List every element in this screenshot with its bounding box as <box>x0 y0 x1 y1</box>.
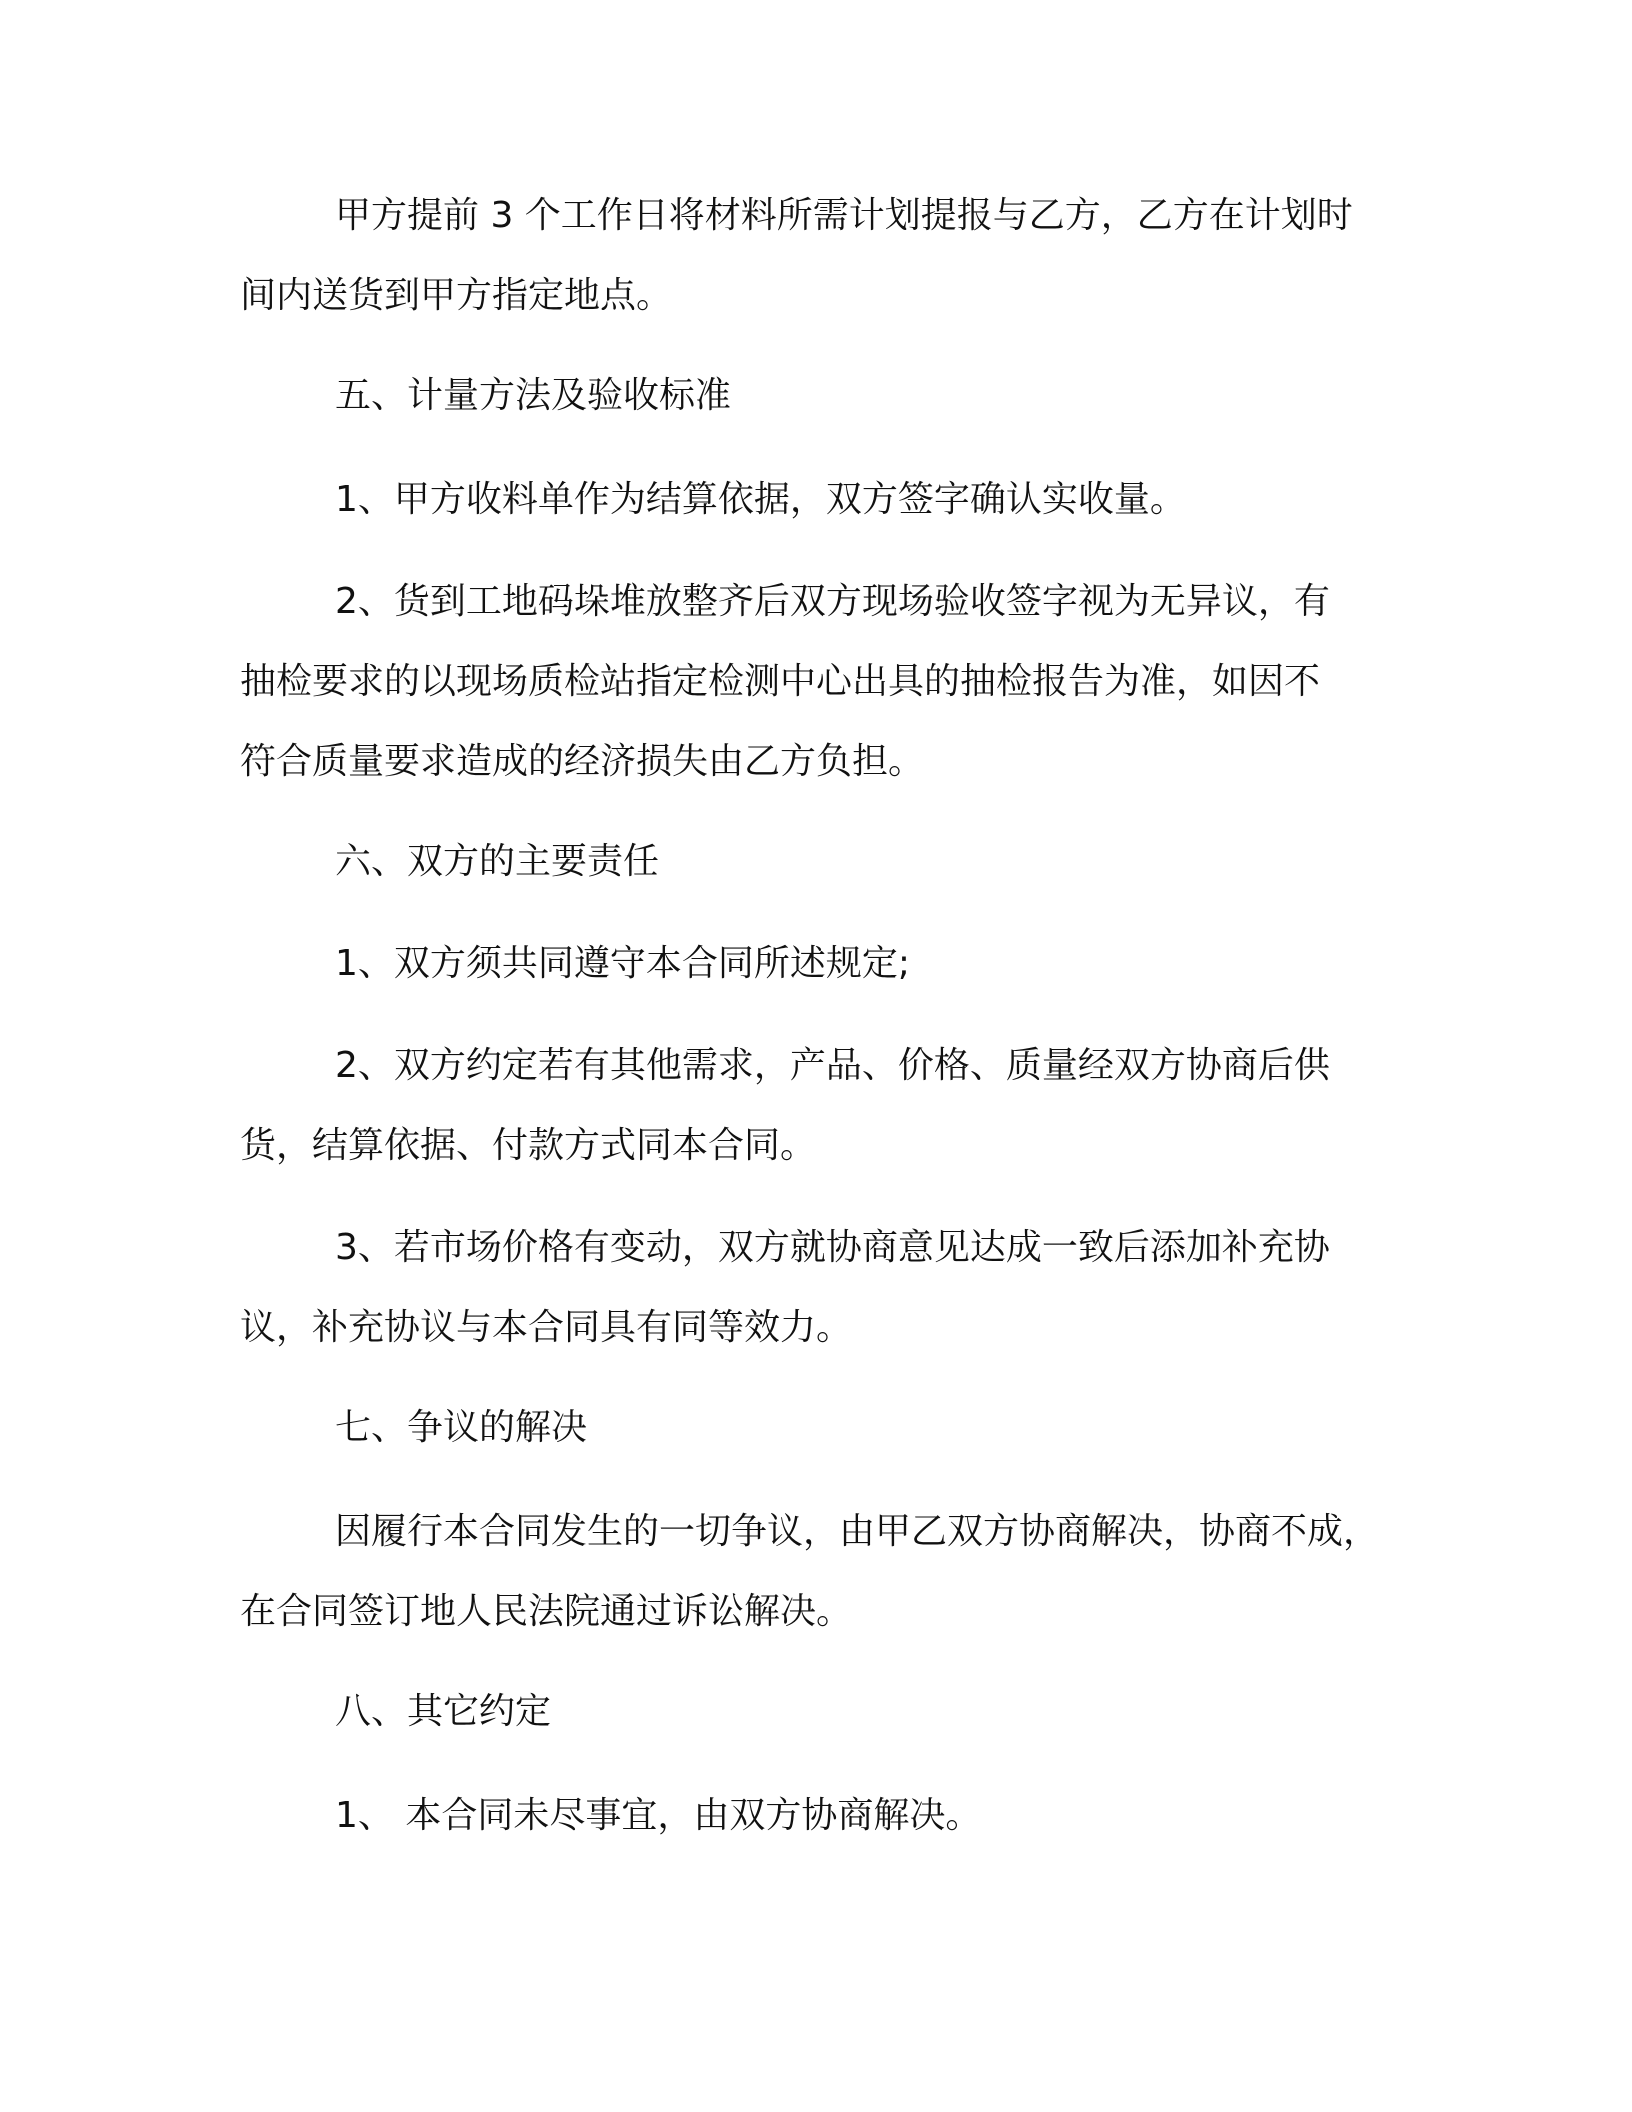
clause-6-2-line-1: 2、双方约定若有其他需求，产品、价格、质量经双方协商后供 <box>335 1045 1330 1086</box>
section-heading-8: 八、其它约定 <box>335 1691 552 1732</box>
clause-5-2-line-3: 符合质量要求造成的经济损失由乙方负担。 <box>240 741 925 782</box>
paragraph-dispute-line-2: 在合同签订地人民法院通过诉讼解决。 <box>240 1591 853 1632</box>
clause-5-1: 1、甲方收料单作为结算依据，双方签字确认实收量。 <box>335 479 1186 520</box>
paragraph-dispute-line-1: 因履行本合同发生的一切争议，由甲乙双方协商解决，协商不成， <box>335 1511 1380 1552</box>
clause-5-2-line-2: 抽检要求的以现场质检站指定检测中心出具的抽检报告为准，如因不 <box>240 661 1321 702</box>
clause-8-1: 1、 本合同未尽事宜，由双方协商解决。 <box>335 1795 982 1836</box>
clause-6-3-line-2: 议，补充协议与本合同具有同等效力。 <box>240 1307 853 1348</box>
section-heading-6: 六、双方的主要责任 <box>335 841 660 882</box>
clause-6-2-line-2: 货，结算依据、付款方式同本合同。 <box>240 1125 817 1166</box>
clause-6-1: 1、双方须共同遵守本合同所述规定; <box>335 943 911 984</box>
section-heading-5: 五、计量方法及验收标准 <box>335 375 732 416</box>
clause-6-3-line-1: 3、若市场价格有变动，双方就协商意见达成一致后添加补充协 <box>335 1227 1330 1268</box>
paragraph-delivery-line-1: 甲方提前 3 个工作日将材料所需计划提报与乙方，乙方在计划时 <box>335 195 1353 236</box>
paragraph-delivery-line-2: 间内送货到甲方指定地点。 <box>240 275 673 316</box>
clause-5-2-line-1: 2、货到工地码垛堆放整齐后双方现场验收签字视为无异议，有 <box>335 581 1330 622</box>
section-heading-7: 七、争议的解决 <box>335 1407 588 1448</box>
